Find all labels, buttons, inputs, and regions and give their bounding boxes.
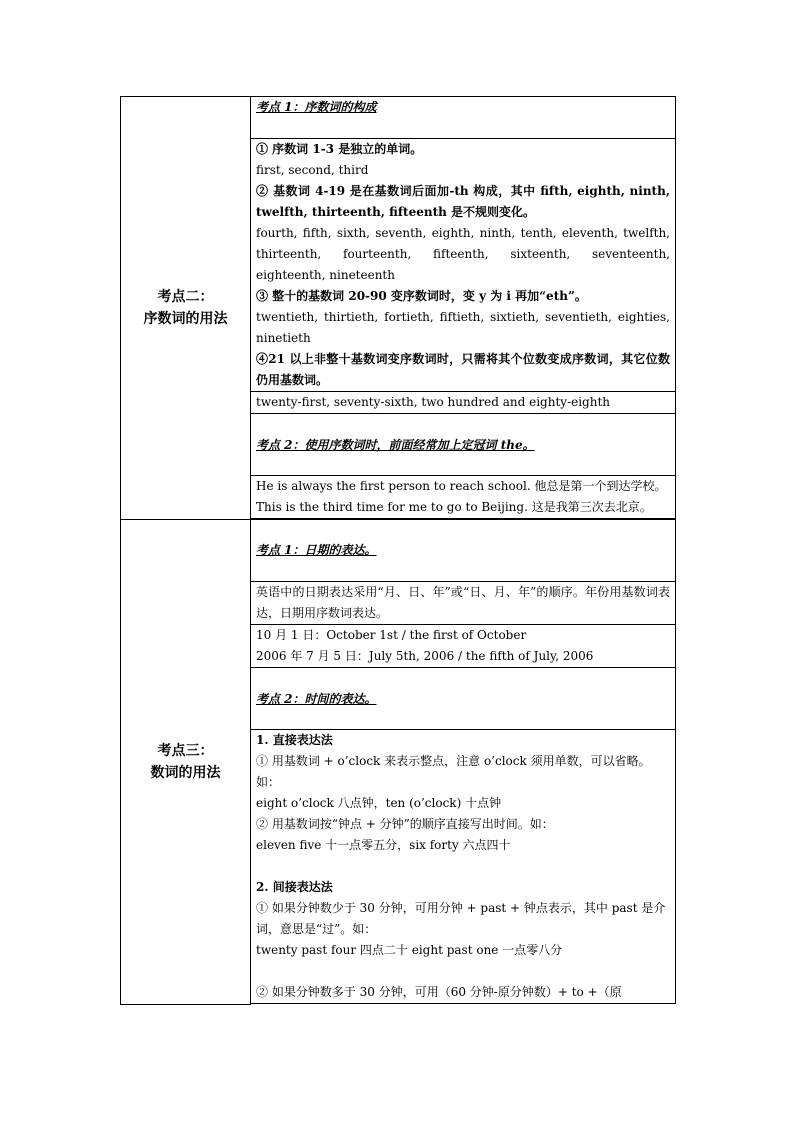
grammar-table bbox=[120, 96, 676, 1005]
rule1-example: first, second, third bbox=[256, 163, 369, 177]
section2-kd2-cell bbox=[251, 414, 676, 476]
time-expression-cell bbox=[251, 730, 676, 1004]
section3-label bbox=[121, 520, 251, 1005]
rule3-example: twentieth, thirtieth, fortieth, fiftieth, sixtieth, seventieth, eighties, ninetieth bbox=[256, 310, 670, 345]
rule2: ② 基数词 4-19 是在基数词后面加-th 构成，其中 fifth, eighth, ninth, twelfth, thirteenth, fifteenth 是不规则变化。 bbox=[256, 184, 670, 219]
section3-kd2-title: 考点 2：时间的表达。 bbox=[256, 692, 377, 706]
direct-method-title: 1. 直接表达法 bbox=[256, 733, 333, 747]
rule1: ① 序数词 1-3 是独立的单词。 bbox=[256, 142, 423, 156]
rule4-example: twenty-first, seventy-sixth, two hundred and eighty-eighth bbox=[256, 395, 611, 409]
indirect-method-2: ② 如果分钟数多于 30 分钟，可用（60 分钟-原分钟数）+ to +（原 bbox=[256, 985, 622, 999]
date-examples-cell bbox=[251, 625, 676, 668]
section2-label-line1: 考点二： bbox=[157, 289, 214, 305]
section2-kd1-cell bbox=[251, 97, 676, 139]
section2-label-line2: 序数词的用法 bbox=[143, 311, 228, 327]
indirect-method-1-example: twenty past four 四点二十 eight past one 一点零八分 bbox=[256, 943, 563, 957]
section2-kd1-title: 考点 1：序数词的构成 bbox=[256, 100, 377, 114]
direct-method-2: ② 用基数词按“钟点 + 分钟”的顺序直接写出时间。如： bbox=[256, 817, 554, 831]
rule4: ④21 以上非整十基数词变序数词时，只需将其个位数变成序数词，其它位数仍用基数词。 bbox=[256, 352, 670, 387]
section3-kd1-cell bbox=[251, 520, 676, 582]
direct-method-1: ① 用基数词 + o’clock 来表示整点，注意 o’clock 须用单数，可以省略。如： bbox=[256, 754, 651, 789]
indirect-method-title: 2. 间接表达法 bbox=[256, 880, 333, 894]
rule4-example-cell bbox=[251, 392, 676, 414]
date-example-2: 2006 年 7 月 5 日：July 5th, 2006 / the fifth of July, 2006 bbox=[256, 649, 594, 663]
date-description: 英语中的日期表达采用“月、日、年”或“日、月、年”的顺序。年份用基数词表达，日期用序数词表达。 bbox=[256, 585, 670, 620]
section2-examples-cell bbox=[251, 476, 676, 519]
indirect-method-1: ① 如果分钟数少于 30 分钟，可用分钟 + past + 钟点表示，其中 past 是介词，意思是“过”。如： bbox=[256, 901, 666, 936]
section2-rules-cell bbox=[251, 139, 676, 392]
date-desc-cell bbox=[251, 582, 676, 625]
rule3: ③ 整十的基数词 20-90 变序数词时，变 y 为 i 再加“eth”。 bbox=[256, 289, 587, 303]
direct-method-2-example: eleven five 十一点零五分，six forty 六点四十 bbox=[256, 838, 511, 852]
section3-label-line2: 数词的用法 bbox=[150, 764, 221, 781]
rule2-example: fourth, fifth, sixth, seventh, eighth, ninth, tenth, eleventh, twelfth, thirteenth, fourteenth, fifteenth, sixteenth, seventeenth, eighteenth, nineteenth bbox=[256, 226, 670, 282]
ordinal-example-2: This is the third time for me to go to Beijing. 这是我第三次去北京。 bbox=[256, 500, 652, 514]
section3-label-line1: 考点三： bbox=[157, 742, 214, 759]
section2-kd2-title: 考点 2：使用序数词时，前面经常加上定冠词 the。 bbox=[256, 438, 535, 452]
ordinal-example-1: He is always the first person to reach school. 他总是第一个到达学校。 bbox=[256, 479, 667, 493]
section2-label bbox=[121, 97, 251, 520]
direct-method-1-example: eight o’clock 八点钟，ten (o’clock) 十点钟 bbox=[256, 796, 502, 810]
section3-kd1-title: 考点 1：日期的表达。 bbox=[256, 543, 377, 557]
date-example-1: 10 月 1 日：October 1st / the first of October bbox=[256, 628, 527, 642]
section3-kd2-cell bbox=[251, 668, 676, 730]
